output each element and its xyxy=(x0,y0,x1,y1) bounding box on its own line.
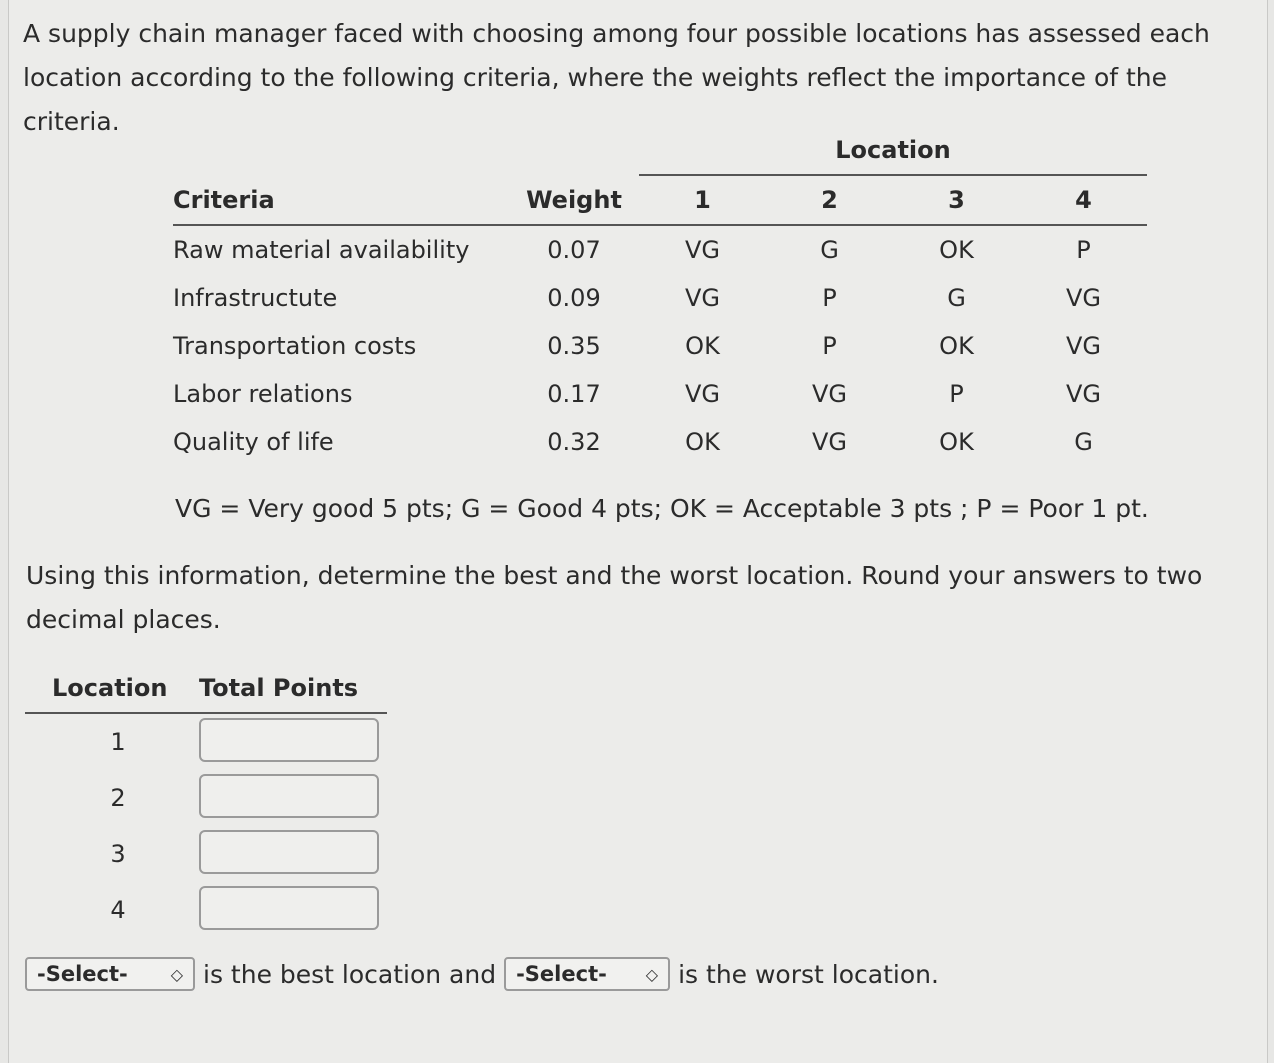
location-column-header: Location xyxy=(52,674,168,702)
weight-header: Weight xyxy=(509,175,639,225)
location-3-header: 3 xyxy=(893,175,1020,225)
criteria-header: Criteria xyxy=(173,175,509,225)
weight-cell: 0.07 xyxy=(547,236,601,264)
criteria-cell: Raw material availability xyxy=(173,236,470,264)
worst-location-text: is the worst location. xyxy=(678,959,939,989)
total-points-row xyxy=(25,826,387,882)
location-1-header: 1 xyxy=(639,175,766,225)
column-header-row xyxy=(173,175,1147,225)
rating-cell: VG xyxy=(684,284,720,312)
rating-cell: VG xyxy=(1065,380,1101,408)
rating-cell: OK xyxy=(939,428,974,456)
criteria-cell: Transportation costs xyxy=(173,332,417,360)
rating-cell: OK xyxy=(939,332,974,360)
updown-chevron-icon: ◇ xyxy=(170,964,183,984)
criteria-cell: Labor relations xyxy=(173,380,353,408)
worst-location-select-value: -Select- xyxy=(516,962,607,986)
location-group-header: Location xyxy=(639,126,1147,175)
location-header-row xyxy=(173,126,1147,175)
rating-cell: P xyxy=(822,284,837,312)
total-points-table xyxy=(25,668,387,938)
criteria-table xyxy=(173,126,1147,466)
table-row xyxy=(173,274,1147,322)
table-row xyxy=(173,370,1147,418)
rating-cell: VG xyxy=(1065,332,1101,360)
best-location-select-value: -Select- xyxy=(37,962,128,986)
location-number: 2 xyxy=(110,784,126,812)
weight-cell: 0.35 xyxy=(547,332,601,360)
rating-cell: G xyxy=(1074,428,1093,456)
rating-legend: VG = Very good 5 pts; G = Good 4 pts; OK = Acceptable 3 pts ; P = Poor 1 pt. xyxy=(175,494,1149,523)
location-number: 4 xyxy=(110,896,126,924)
rating-cell: VG xyxy=(1065,284,1101,312)
question-text: Using this information, determine the best and the worst location. Round your answers to two decimal places. xyxy=(26,561,1203,634)
rating-cell: G xyxy=(820,236,839,264)
problem-page xyxy=(8,0,1268,1063)
rating-cell: OK xyxy=(685,332,720,360)
weight-cell: 0.09 xyxy=(547,284,601,312)
rating-cell: VG xyxy=(684,380,720,408)
total-points-row xyxy=(25,714,387,770)
rating-cell: P xyxy=(822,332,837,360)
rating-cell: OK xyxy=(685,428,720,456)
intro-text: A supply chain manager faced with choosing among four possible locations has assessed each location according to the following criteria, where the weights reflect the importance of the criteria. xyxy=(23,19,1210,136)
total-points-input-location-1[interactable] xyxy=(199,718,379,762)
location-number: 1 xyxy=(110,728,126,756)
weight-cell: 0.32 xyxy=(547,428,601,456)
table-row xyxy=(173,322,1147,370)
answer-sentence xyxy=(25,954,939,994)
rating-cell: G xyxy=(947,284,966,312)
rating-cell: VG xyxy=(811,428,847,456)
table-row xyxy=(173,225,1147,274)
rating-cell: P xyxy=(949,380,964,408)
location-number: 3 xyxy=(110,840,126,868)
total-points-header-row xyxy=(25,668,387,714)
rating-cell: VG xyxy=(811,380,847,408)
rating-cell: OK xyxy=(939,236,974,264)
total-points-input-location-4[interactable] xyxy=(199,886,379,930)
updown-chevron-icon: ◇ xyxy=(645,964,659,984)
total-points-row xyxy=(25,770,387,826)
rating-cell: VG xyxy=(684,236,720,264)
total-points-row xyxy=(25,882,387,938)
table-row xyxy=(173,418,1147,466)
best-location-select[interactable] xyxy=(25,957,195,991)
criteria-cell: Quality of life xyxy=(173,428,334,456)
weight-cell: 0.17 xyxy=(547,380,601,408)
worst-location-select[interactable] xyxy=(504,957,670,991)
total-points-column-header: Total Points xyxy=(199,674,359,702)
total-points-input-location-3[interactable] xyxy=(199,830,379,874)
location-2-header: 2 xyxy=(766,175,893,225)
rating-cell: P xyxy=(1076,236,1091,264)
total-points-input-location-2[interactable] xyxy=(199,774,379,818)
criteria-cell: Infrastructute xyxy=(173,284,338,312)
location-4-header: 4 xyxy=(1020,175,1147,225)
best-location-text: is the best location and xyxy=(203,959,497,989)
